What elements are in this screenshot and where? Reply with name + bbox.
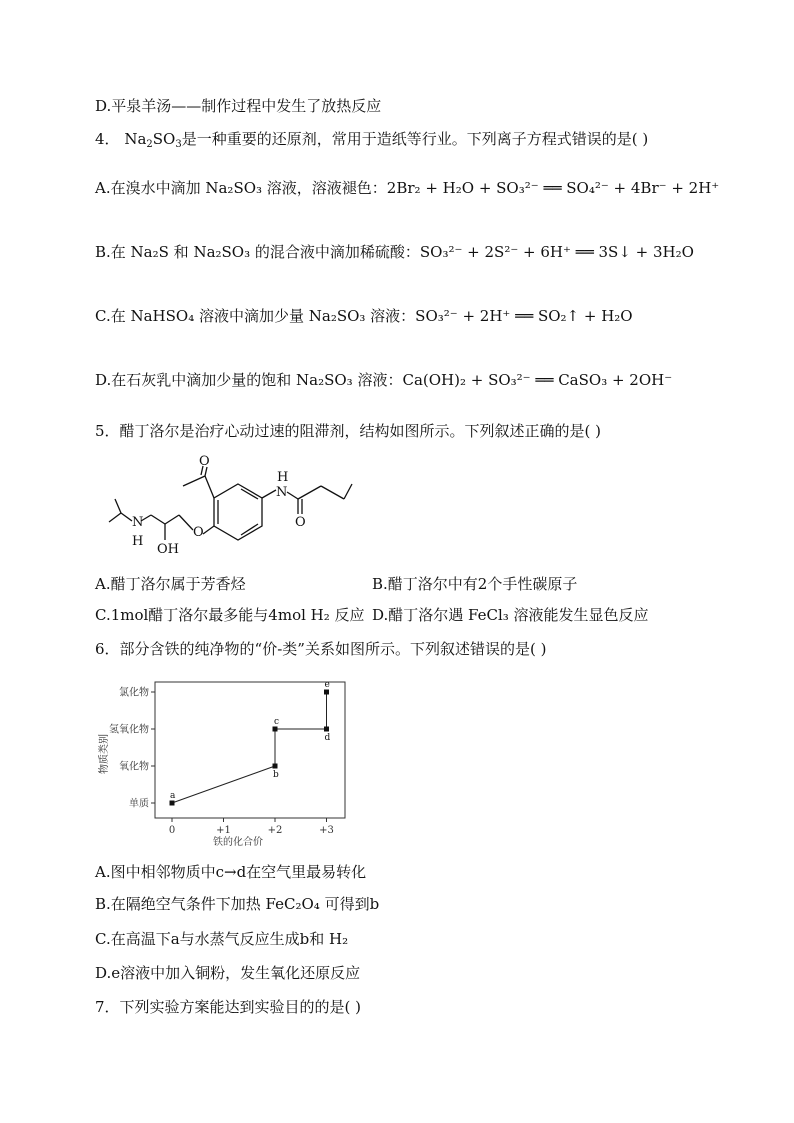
q4-stem: 4． $Na_2SO_3$是一种重要的还原剂，常用于造纸等行业。下列离子方程式错误的是( ) xyxy=(95,130,649,150)
q4-option-a: A.在溴水中滴加 Na₂SO₃ 溶液，溶液褪色：2Br₂ + H₂O + SO₃²⁻ ══ SO₄²⁻ + 4Br⁻ + 2H⁺ xyxy=(95,179,720,197)
iron-valence-class-chart xyxy=(95,674,355,849)
x-tick-label: 0 xyxy=(168,825,176,836)
y-tick-label: 氢氧化物 xyxy=(109,724,149,736)
data-point-c xyxy=(273,727,278,732)
atom-h-amine: H xyxy=(132,534,144,549)
q6-stem: 6．部分含铁的纯净物的“价-类”关系如图所示。下列叙述错误的是( ) xyxy=(95,640,547,658)
y-tick-label: 单质 xyxy=(129,798,149,810)
q3-option-d: D.平泉羊汤——制作过程中发生了放热反应 xyxy=(95,97,382,115)
q5-option-a: A.醋丁洛尔属于芳香烃 xyxy=(95,575,246,593)
q7-stem: 7．下列实验方案能达到实验目的的是( ) xyxy=(95,998,362,1016)
y-tick-label: 氧化物 xyxy=(119,761,149,773)
atom-n-amide: N xyxy=(276,485,288,500)
q6-option-b: B.在隔绝空气条件下加热 FeC₂O₄ 可得到b xyxy=(95,895,380,913)
q5-option-b: B.醋丁洛尔中有2个手性碳原子 xyxy=(372,575,578,593)
q4-option-c: C.在 NaHSO₄ 溶液中滴加少量 Na₂SO₃ 溶液：SO₃²⁻ + 2H⁺ ══ SO₂↑ + H₂O xyxy=(95,307,633,325)
data-point-e xyxy=(324,690,329,695)
x-axis-label: 铁的化合价 xyxy=(213,837,263,848)
point-label-a: a xyxy=(170,791,176,801)
y-axis-label: 物质类别 xyxy=(99,734,110,774)
point-label-b: b xyxy=(273,770,279,780)
atom-oh: OH xyxy=(157,542,179,557)
data-point-d xyxy=(324,727,329,732)
x-tick-label: +1 xyxy=(216,825,231,836)
atom-o-amide: O xyxy=(295,515,306,530)
x-tick-label: +2 xyxy=(267,825,283,836)
q5-option-d: D.醋丁洛尔遇 FeCl₃ 溶液能发生显色反应 xyxy=(372,606,649,624)
q4-option-b: B.在 Na₂S 和 Na₂SO₃ 的混合液中滴加稀硫酸：SO₃²⁻ + 2S²⁻ + 6H⁺ ══ 3S↓ + 3H₂O xyxy=(95,243,694,261)
q6-option-a: A.图中相邻物质中c→d在空气里最易转化 xyxy=(95,863,367,881)
data-point-b xyxy=(273,764,278,769)
y-tick-label: 氯化物 xyxy=(119,687,149,699)
q6-option-d: D.e溶液中加入铜粉，发生氧化还原反应 xyxy=(95,964,361,982)
atom-n-amine: N xyxy=(132,515,144,530)
plot-frame xyxy=(155,682,345,818)
point-label-c: c xyxy=(274,717,280,727)
q4-option-d: D.在石灰乳中滴加少量的饱和 Na₂SO₃ 溶液：Ca(OH)₂ + SO₃²⁻ ══ CaSO₃ + 2OH⁻ xyxy=(95,371,673,389)
data-point-a xyxy=(170,801,175,806)
point-label-e: e xyxy=(324,680,330,690)
q5-stem: 5．醋丁洛尔是治疗心动过速的阻滞剂，结构如图所示。下列叙述正确的是( ) xyxy=(95,422,602,440)
atom-o-ketone: O xyxy=(199,454,210,469)
point-label-d: d xyxy=(324,733,331,743)
x-tick-label: +3 xyxy=(319,825,334,836)
atom-h-amide: H xyxy=(277,470,289,485)
atom-o-ether: O xyxy=(193,525,204,540)
q5-option-c: C.1mol醋丁洛尔最多能与4mol H₂ 反应 xyxy=(95,606,365,624)
q6-option-c: C.在高温下a与水蒸气反应生成b和 H₂ xyxy=(95,930,349,948)
acebutolol-structure xyxy=(95,452,375,564)
series-line xyxy=(172,766,275,803)
